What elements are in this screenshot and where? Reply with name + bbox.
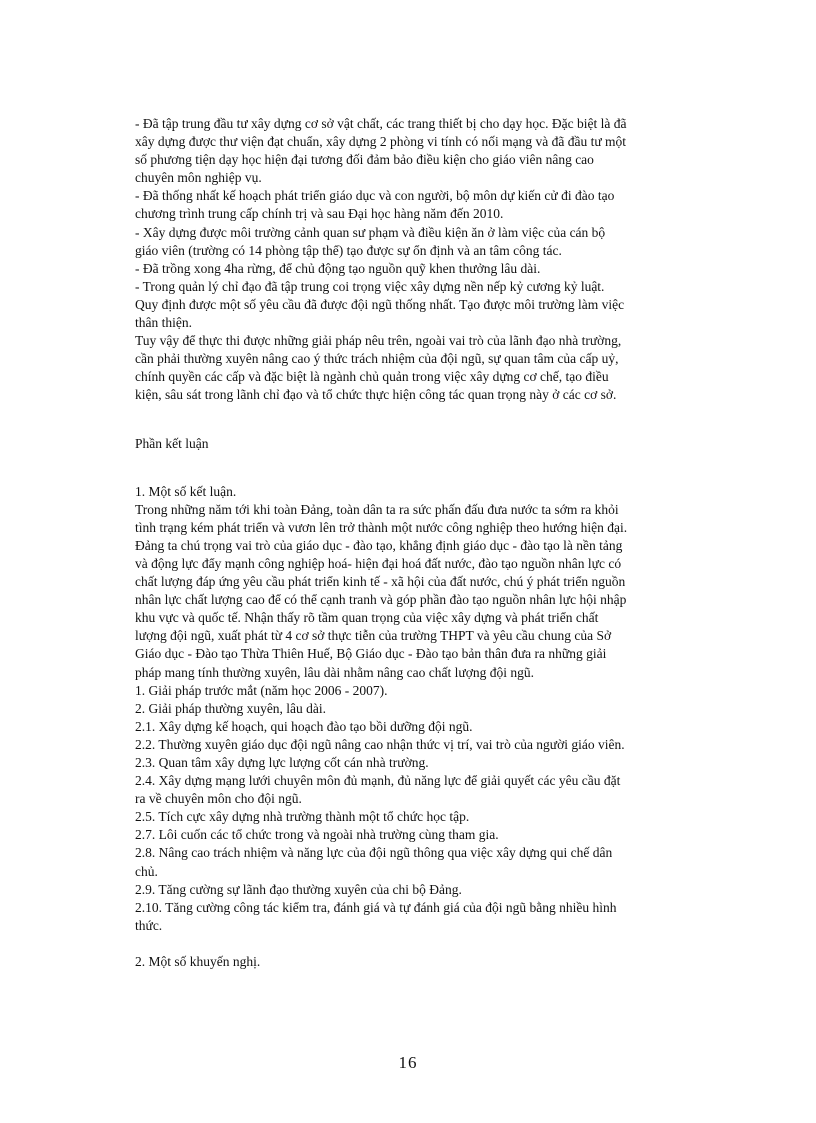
- text-line: kiện, sâu sát trong lãnh chỉ đạo và tổ chức thực hiện công tác quan trọng này ở các cơ sở.: [135, 387, 617, 403]
- text-line: Quy định được một số yêu cầu đã được đội ngũ thống nhất. Tạo được môi trường làm việc: [135, 296, 625, 312]
- conclusion-heading: 1. Một số kết luận.: [135, 483, 237, 499]
- text-line: - Xây dựng được môi trường cảnh quan sư phạm và điều kiện ăn ở làm việc của cán bộ: [135, 224, 606, 240]
- text-line: chuyên môn nghiệp vụ.: [135, 170, 262, 186]
- list-item: chủ.: [135, 863, 158, 879]
- text-line: thân thiện.: [135, 315, 192, 331]
- page-number: 16: [398, 1053, 418, 1072]
- text-line: - Trong quản lý chỉ đạo đã tập trung coi trọng việc xây dựng nền nếp kỷ cương kỷ luật.: [135, 278, 605, 294]
- text-line: Đảng ta chú trọng vai trò của giáo dục - đào tạo, khẳng định giáo dục - đào tạo là nền tảng: [135, 537, 623, 553]
- text-line: Trong những năm tới khi toàn Đảng, toàn dân ta ra sức phấn đấu đưa nước ta sớm ra khỏi: [135, 501, 619, 517]
- achievements-paragraph: [135, 115, 740, 405]
- text-line: - Đã thống nhất kế hoạch phát triển giáo dục và con người, bộ môn dự kiến cử đi đào tạo: [135, 188, 615, 204]
- list-item: ra về chuyên môn cho đội ngũ.: [135, 791, 302, 807]
- text-line: Giáo dục - Đào tạo Thừa Thiên Huế, Bộ Giáo dục - Đào tạo bản thân đưa ra những giải: [135, 646, 607, 662]
- text-line: chất lượng đáp ứng yêu cầu phát triển kinh tế - xã hội của đất nước, chú ý phát triển nguồn: [135, 574, 626, 590]
- text-line: và động lực đẩy mạnh công nghiệp hoá- hiện đại hoá đất nước, đào tạo nguồn nhân lực có: [135, 555, 622, 571]
- text-line: số phương tiện dạy học hiện đại tương đối đảm bảo điều kiện cho giáo viên nâng cao: [135, 152, 594, 168]
- text-line: tình trạng kém phát triển và vươn lên trở thành một nước công nghiệp theo hướng hiện đại.: [135, 519, 628, 535]
- spacer: [135, 453, 740, 483]
- list-item: 2.1. Xây dựng kế hoạch, qui hoạch đào tạo bồi dưỡng đội ngũ.: [135, 718, 473, 734]
- list-item: 2.5. Tích cực xây dựng nhà trường thành một tổ chức học tập.: [135, 809, 470, 825]
- text-line: giáo viên (trường có 14 phòng tập thể) tạo được sự ổn định và an tâm công tác.: [135, 242, 562, 258]
- list-item: 2.3. Quan tâm xây dựng lực lượng cốt cán nhà trường.: [135, 755, 429, 770]
- text-line: chính quyền các cấp và đặc biệt là ngành chủ quản trong việc xây dựng cơ chế, tạo điều: [135, 369, 609, 385]
- recommendations-heading: 2. Một số khuyến nghị.: [135, 953, 261, 969]
- text-line: - Đã trồng xong 4ha rừng, để chủ động tạo nguồn quỹ khen thưởng lâu dài.: [135, 260, 541, 276]
- list-item: 2.10. Tăng cường công tác kiểm tra, đánh giá và tự đánh giá của đội ngũ bằng nhiều hình: [135, 899, 617, 915]
- spacer: [135, 935, 740, 953]
- section-title: Phần kết luận: [135, 435, 209, 451]
- list-item: 2.9. Tăng cường sự lãnh đạo thường xuyên của chi bộ Đảng.: [135, 881, 462, 897]
- list-item: 2.7. Lôi cuốn các tổ chức trong và ngoài nhà trường cùng tham gia.: [135, 827, 499, 843]
- text-line: Tuy vậy để thực thi được những giải pháp nêu trên, ngoài vai trò của lãnh đạo nhà trường,: [135, 333, 622, 349]
- list-item: thức.: [135, 917, 163, 933]
- list-item: 1. Giải pháp trước mắt (năm học 2006 - 2007).: [135, 682, 388, 698]
- text-line: khu vực và quốc tế. Nhận thấy rõ tầm quan trọng của việc xây dựng và phát triển chất: [135, 610, 599, 626]
- text-line: chương trình trung cấp chính trị và sau Đại học hàng năm đến 2010.: [135, 206, 504, 222]
- text-line: - Đã tập trung đầu tư xây dựng cơ sở vật chất, các trang thiết bị cho dạy học. Đặc biệt là đã: [135, 116, 627, 131]
- text-line: nhân lực chất lượng cao để có thể cạnh tranh và góp phần đào tạo nguồn nhân lực hội nhập: [135, 592, 627, 608]
- list-item: 2.4. Xây dựng mạng lưới chuyên môn đủ mạnh, đủ năng lực để giải quyết các yêu cầu đặt: [135, 773, 621, 789]
- text-line: xây dựng được thư viện đạt chuẩn, xây dựng 2 phòng vi tính có nối mạng và đã đầu tư một: [135, 134, 627, 150]
- list-item: 2.8. Nâng cao trách nhiệm và năng lực của đội ngũ thông qua việc xây dựng qui chế dân: [135, 845, 613, 861]
- text-line: cần phải thường xuyên nâng cao ý thức trách nhiệm của đội ngũ, sự quan tâm của cấp uỷ,: [135, 351, 619, 367]
- text-line: pháp mang tính thường xuyên, lâu dài nhằm nâng cao chất lượng đội ngũ.: [135, 664, 534, 680]
- conclusion-paragraph: [135, 501, 740, 682]
- solutions-list: [135, 682, 740, 935]
- list-item: 2. Giải pháp thường xuyên, lâu dài.: [135, 700, 327, 716]
- text-line: lượng đội ngũ, xuất phát từ 4 cơ sở thực tiễn của trường THPT và yêu cầu chung của Sở: [135, 628, 612, 644]
- spacer: [135, 405, 740, 435]
- list-item: 2.2. Thường xuyên giáo dục đội ngũ nâng cao nhận thức vị trí, vai trò của người giáo viên.: [135, 736, 625, 752]
- document-body: [135, 115, 740, 971]
